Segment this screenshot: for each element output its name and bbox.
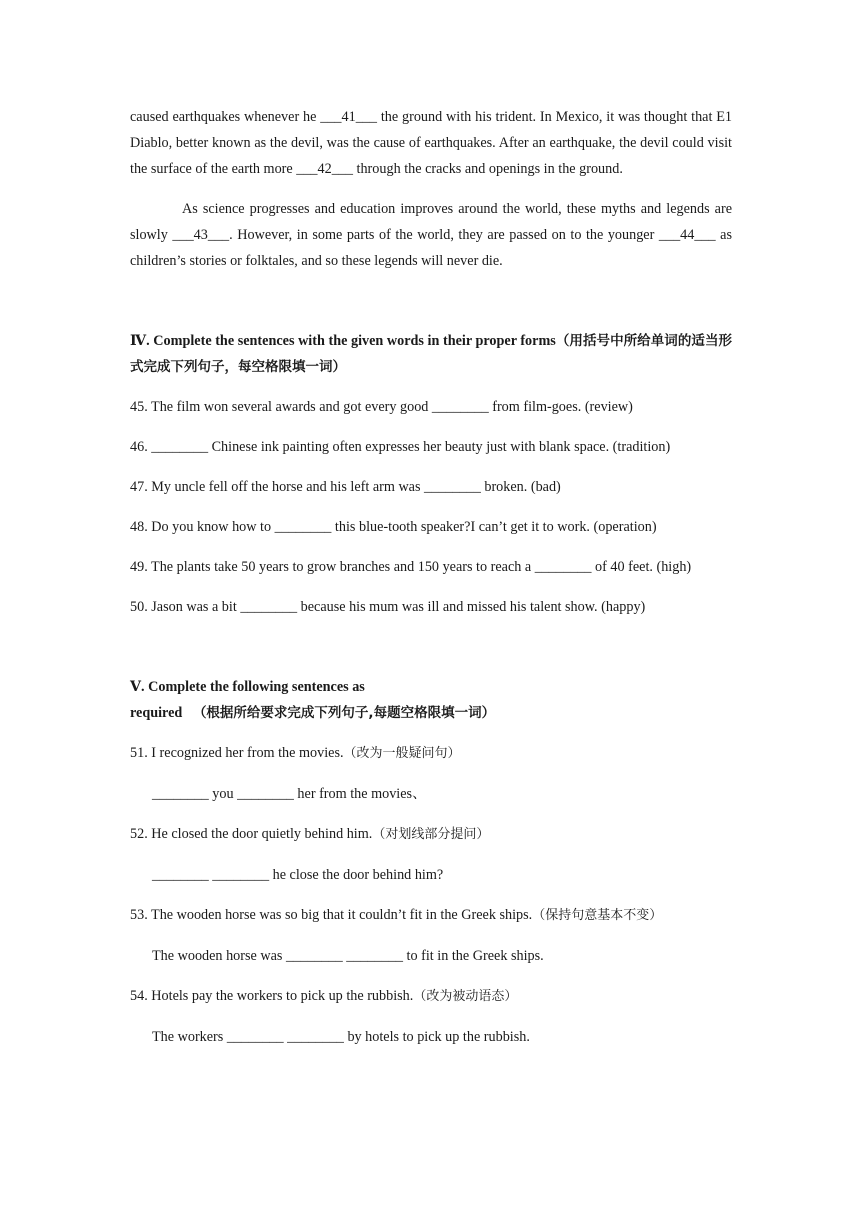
question-49: 49. The plants take 50 years to grow branches and 150 years to reach a ________ of 40 feet. (high) <box>130 559 692 575</box>
passage-paragraph-1: caused earthquakes whenever he ___41___ the ground with his trident. In Mexico, it was thought that E1 Diablo, better known as the devil, was the cause of earthquakes. After an earthquake, the devil could visit the surface of the earth more ___42___ through the cracks and openings in the ground. <box>130 109 732 177</box>
answer-line-52: ________ ________ he close the door behind him? <box>152 867 444 883</box>
question-48: 48. Do you know how to ________ this blue-tooth speaker?I can’t get it to work. (operation) <box>130 519 657 535</box>
answer-line-53: The wooden horse was ________ ________ to fit in the Greek ships. <box>152 948 544 964</box>
question-45: 45. The film won several awards and got every good ________ from film-goes. (review) <box>130 399 633 415</box>
document-content <box>130 104 732 1064</box>
section-5-title-cn: （根据所给要求完成下列句子,每题空格限填一词） <box>192 705 496 721</box>
question-51-text: 51. I recognized her from the movies. <box>130 745 344 761</box>
question-47: 47. My uncle fell off the horse and his left arm was ________ broken. (bad) <box>130 479 561 495</box>
question-53-instruction: （保持句意基本不变） <box>532 908 663 923</box>
section-5-title-en: Ⅴ. Complete the following sentences as required <box>130 679 365 721</box>
question-51 <box>130 740 732 767</box>
question-54-text: 54. Hotels pay the workers to pick up the rubbish. <box>130 988 414 1004</box>
question-54 <box>130 983 732 1010</box>
section-4-title-en: Ⅳ. Complete the sentences with the given words in their proper forms <box>130 333 556 349</box>
passage-paragraph-2: As science progresses and education improves around the world, these myths and legends are slowly ___43___. However, in some parts of the world, they are passed on to the younger ___44___ as children’s stories or folktales, and so these legends will never die. <box>130 201 732 269</box>
question-52-instruction: （对划线部分提问） <box>372 827 490 842</box>
question-52-text: 52. He closed the door quietly behind him. <box>130 826 373 842</box>
question-54-instruction: （改为被动语态） <box>413 989 518 1004</box>
question-50: 50. Jason was a bit ________ because his mum was ill and missed his talent show. (happy) <box>130 599 646 615</box>
answer-line-54: The workers ________ ________ by hotels to pick up the rubbish. <box>152 1029 530 1045</box>
question-53 <box>130 902 732 929</box>
question-52 <box>130 821 732 848</box>
section-4-heading <box>130 328 732 380</box>
question-51-instruction: （改为一般疑问句） <box>343 746 461 761</box>
section-5-heading <box>130 674 732 726</box>
question-53-text: 53. The wooden horse was so big that it couldn’t fit in the Greek ships. <box>130 907 533 923</box>
section-4-title-cn: （用括号中所给单词的适当形式完成下列句子，每空格限填一词） <box>130 333 733 375</box>
question-46: 46. ________ Chinese ink painting often expresses her beauty just with blank space. (tradition) <box>130 439 671 455</box>
answer-line-51: ________ you ________ her from the movies、 <box>152 786 427 802</box>
